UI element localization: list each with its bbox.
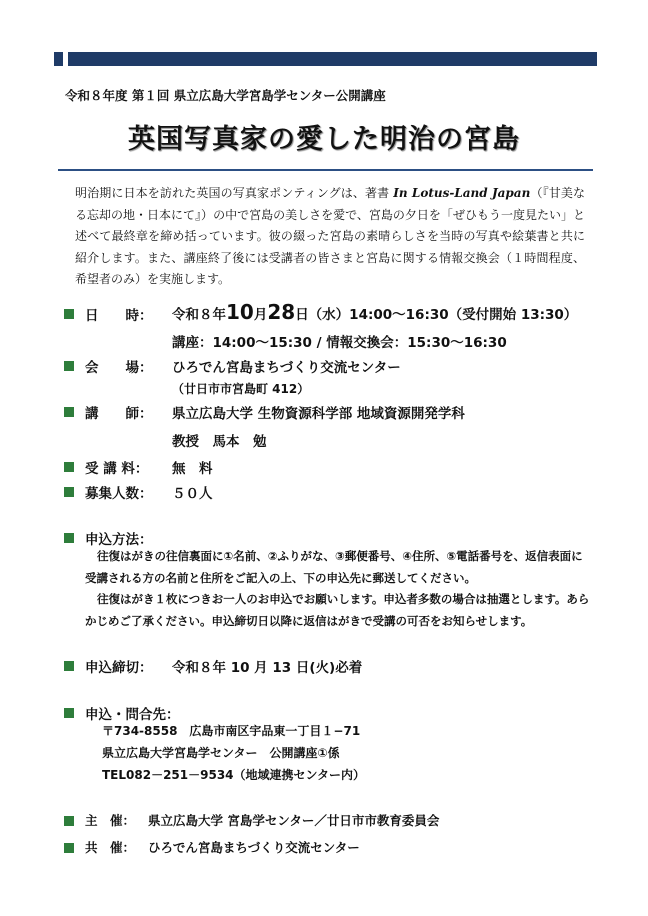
header-bar (54, 52, 597, 66)
bullet-square (64, 708, 74, 718)
intro-text-after: （『甘美なる忘却の地・日本にて』）の中で宮島の美しさを愛で、宮島の夕日を「ぜひもう一度見たい」と述べて最終章を締め括っています。彼の綴った宮島の素晴らしさを当時の写真や絵葉書と共に紹介します。また、講座終了後には受講者の皆さまと宮島に関する情報交換会（１時間程度、希望者のみ）を実施します。 (75, 186, 585, 286)
apply-paragraph-2: 往復はがき１枚につきお一人のお申込でお願いします。申込者多数の場合は抽選とします。あらかじめご了承ください。申込締切日以降に返信はがきで受講の可否をお知らせします。 (85, 592, 590, 628)
bullet-square (64, 661, 74, 671)
lecturer-name: 教授 馬本 勉 (172, 434, 267, 450)
date-month-unit: 月 (253, 307, 268, 323)
date-row (0, 300, 648, 328)
contact-org: 県立広島大学宮島学センター 公開講座①係 (102, 746, 340, 760)
date-year: 令和８年 (172, 307, 226, 323)
header-bar-notch (63, 52, 68, 66)
bullet-square (64, 407, 74, 417)
host-value: 県立広島大学 宮島学センター／廿日市市教育委員会 (148, 813, 440, 828)
fee-label: 受 講 料： (85, 461, 149, 477)
date-day: 28 (267, 300, 296, 324)
deadline-value: 令和８年 10 月 13 日(火)必着 (172, 660, 363, 676)
lecturer-label: 講 師： (85, 406, 153, 422)
venue-label: 会 場： (85, 360, 153, 376)
bullet-square (64, 843, 74, 853)
host-label: 主 催： (85, 813, 136, 828)
intro-text-before: 明治期に日本を訪れた英国の写真家ポンティングは、著書 (75, 186, 394, 200)
contact-tel: TEL082－251－9534（地域連携センター内） (102, 768, 366, 782)
date-subtimes: 講座：14:00～15:30 / 情報交換会：15:30～16:30 (172, 335, 507, 351)
venue-address: （廿日市市宮島町 412） (172, 382, 310, 396)
venue-name: ひろでん宮島まちづくり交流センター (172, 360, 401, 376)
page-title: 英国写真家の愛した明治の宮島 (128, 124, 520, 155)
date-month: 10 (226, 300, 254, 324)
title-divider (58, 169, 593, 171)
contact-postal: 〒734-8558 広島市南区宇品東一丁目１−71 (102, 724, 361, 738)
capacity-value: ５０人 (172, 486, 213, 502)
date-value (172, 300, 577, 324)
capacity-label: 募集人数： (85, 486, 153, 502)
bullet-square (64, 462, 74, 472)
fee-value: 無 料 (172, 461, 213, 477)
date-time: 日（水）14:00～16:30（受付開始 13:30） (295, 307, 578, 323)
lecturer-affiliation: 県立広島大学 生物資源科学部 地域資源開発学科 (172, 406, 465, 422)
cohost-value: ひろでん宮島まちづくり交流センター (148, 840, 360, 855)
bullet-square (64, 816, 74, 826)
cohost-label: 共 催： (85, 840, 136, 855)
bullet-square (64, 487, 74, 497)
apply-label: 申込方法： (85, 532, 153, 548)
bullet-square (64, 533, 74, 543)
date-label: 日 時： (85, 308, 153, 324)
book-title: In Lotus-Land Japan (393, 186, 531, 200)
bullet-square (64, 361, 74, 371)
series-label: 令和８年度 第１回 県立広島大学宮島学センター公開講座 (65, 88, 386, 103)
contact-label: 申込・問合先： (85, 707, 180, 723)
intro-paragraph (75, 183, 585, 291)
apply-paragraph-1: 往復はがきの往信裏面に①名前、②ふりがな、③郵便番号、④住所、⑤電話番号を、返信表面に受講される方の名前と住所をご記入の上、下の申込先に郵送してください。 (85, 549, 583, 585)
deadline-label: 申込締切： (85, 660, 153, 676)
